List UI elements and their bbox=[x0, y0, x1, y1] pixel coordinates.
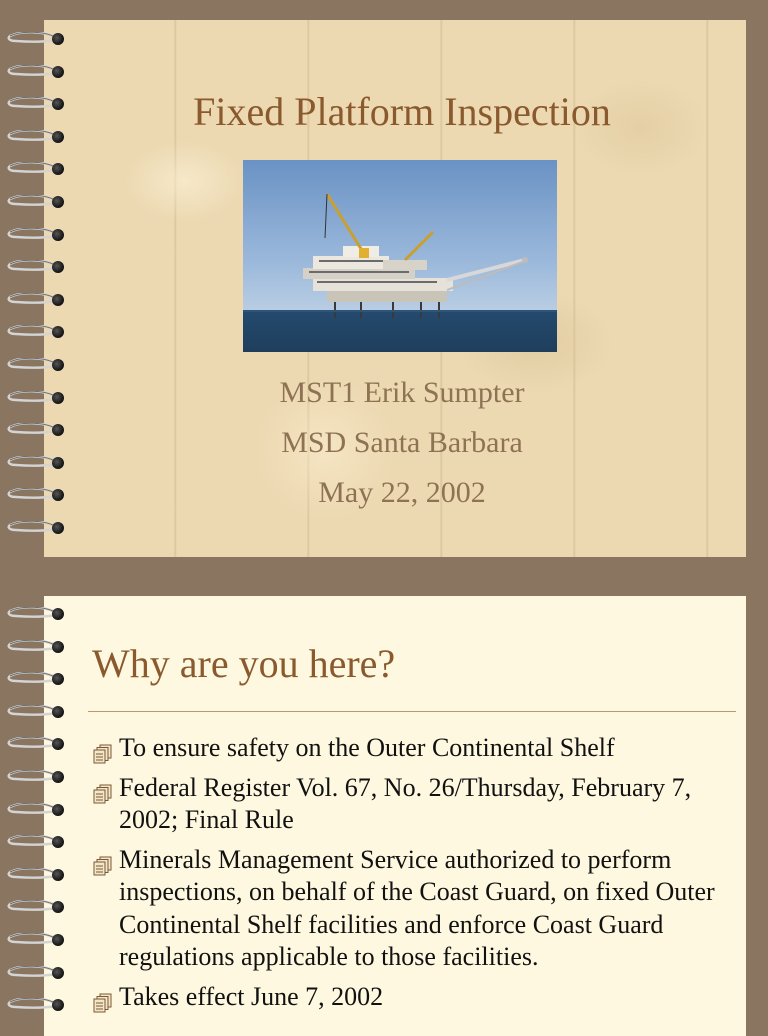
spiral-ring bbox=[0, 518, 70, 538]
spiral-ring bbox=[0, 257, 70, 277]
spiral-ring bbox=[0, 159, 70, 179]
spiral-ring bbox=[0, 290, 70, 310]
binding-hole bbox=[52, 869, 64, 881]
bullet-item bbox=[92, 772, 732, 837]
binding-hole bbox=[52, 457, 64, 469]
title-divider bbox=[88, 711, 736, 712]
binding-hole bbox=[52, 66, 64, 78]
content-slide bbox=[44, 596, 746, 1036]
spiral-ring bbox=[0, 865, 70, 885]
binding-hole bbox=[52, 608, 64, 620]
binding-hole bbox=[52, 641, 64, 653]
binding-hole bbox=[52, 131, 64, 143]
binding-hole bbox=[52, 522, 64, 534]
binding-hole bbox=[52, 706, 64, 718]
spiral-ring bbox=[0, 604, 70, 624]
binding-hole bbox=[52, 934, 64, 946]
binding-hole bbox=[52, 229, 64, 241]
spiral-ring bbox=[0, 767, 70, 787]
platform-illustration bbox=[243, 160, 557, 352]
binding-hole bbox=[52, 359, 64, 371]
binding-hole bbox=[52, 294, 64, 306]
slide-title: Why are you here? bbox=[92, 641, 396, 686]
spiral-ring bbox=[0, 930, 70, 950]
document-stack-icon bbox=[92, 740, 114, 760]
spiral-ring bbox=[0, 225, 70, 245]
spiral-ring bbox=[0, 702, 70, 722]
spiral-ring bbox=[0, 800, 70, 820]
spiral-ring bbox=[0, 355, 70, 375]
bullet-item bbox=[92, 981, 732, 1014]
binding-hole bbox=[52, 967, 64, 979]
binding-hole bbox=[52, 33, 64, 45]
organization: MSD Santa Barbara bbox=[281, 426, 523, 459]
spiral-ring bbox=[0, 388, 70, 408]
binding-hole bbox=[52, 392, 64, 404]
title-slide bbox=[44, 20, 746, 557]
bullet-list bbox=[92, 732, 732, 1020]
spiral-ring bbox=[0, 62, 70, 82]
bullet-text: Minerals Management Service authorized to perform inspections, on behalf of the Coast Guard, on fixed Outer Continental Shelf facilities and enforce Coast Guard regulations applicable to those facilities. bbox=[119, 844, 715, 971]
spiral-ring bbox=[0, 453, 70, 473]
spiral-ring bbox=[0, 734, 70, 754]
spiral-ring bbox=[0, 127, 70, 147]
spiral-ring bbox=[0, 94, 70, 114]
spiral-ring bbox=[0, 420, 70, 440]
spiral-ring bbox=[0, 192, 70, 212]
spiral-ring bbox=[0, 963, 70, 983]
bullet-text: Federal Register Vol. 67, No. 26/Thursday, February 7, 2002; Final Rule bbox=[119, 772, 692, 834]
bullet-text: Takes effect June 7, 2002 bbox=[119, 981, 384, 1011]
spiral-ring bbox=[0, 29, 70, 49]
bullet-item bbox=[92, 732, 732, 765]
binding-hole bbox=[52, 804, 64, 816]
document-stack-icon bbox=[92, 989, 114, 1009]
document-stack-icon bbox=[92, 780, 114, 800]
offshore-platform-photo bbox=[243, 160, 557, 352]
spiral-ring bbox=[0, 322, 70, 342]
spiral-ring bbox=[0, 897, 70, 917]
bullet-text: To ensure safety on the Outer Continental Shelf bbox=[119, 733, 615, 762]
document-stack-icon bbox=[92, 852, 114, 872]
spiral-ring bbox=[0, 637, 70, 657]
presentation-date: May 22, 2002 bbox=[318, 476, 486, 509]
binding-hole bbox=[52, 196, 64, 208]
slide-title: Fixed Platform Inspection bbox=[193, 89, 611, 134]
spiral-ring bbox=[0, 995, 70, 1015]
binding-hole bbox=[52, 771, 64, 783]
spiral-ring bbox=[0, 669, 70, 689]
spiral-ring bbox=[0, 832, 70, 852]
bullet-item bbox=[92, 844, 732, 974]
presenter-name: MST1 Erik Sumpter bbox=[279, 376, 525, 409]
spiral-ring bbox=[0, 485, 70, 505]
